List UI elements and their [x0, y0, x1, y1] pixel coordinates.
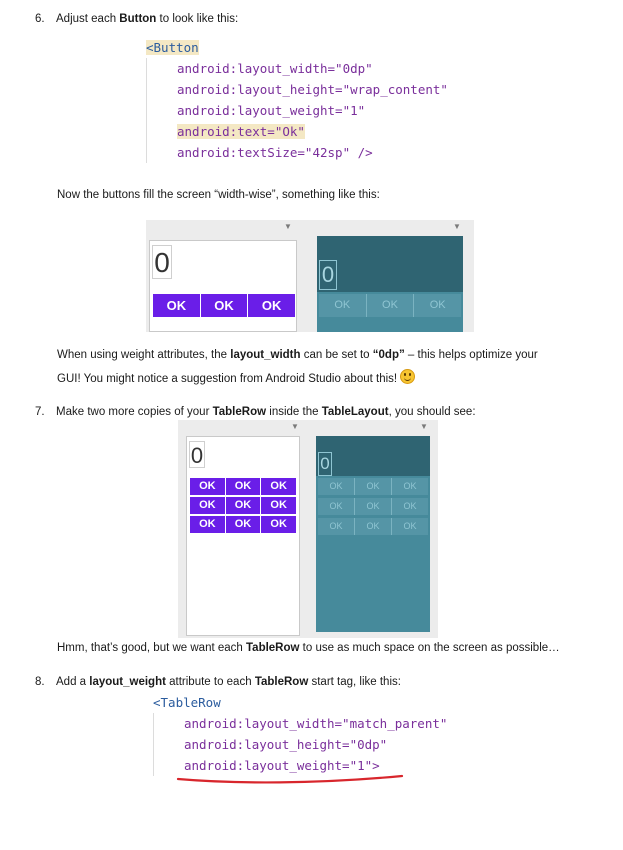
red-underline [176, 770, 406, 786]
weight-note: When using weight attributes, the layout_width can be set to “0dp” – this helps optimize your GUI! You might notice a suggestion from Android Studio about this! [57, 349, 538, 385]
ok-button[interactable]: OK [391, 498, 428, 515]
code-line: android:layout_weight="1" [177, 103, 366, 118]
code-block-tablerow [153, 692, 447, 776]
pin-icon: ▼ [284, 222, 292, 231]
bold-term: Button [119, 13, 157, 25]
code-line: android:layout_height="0dp" [184, 737, 388, 752]
phone-preview-light [149, 240, 297, 332]
code-line: android:layout_width="match_parent" [184, 716, 448, 731]
ok-button[interactable]: OK [318, 478, 354, 495]
table-row [318, 478, 428, 495]
table-layout [318, 478, 428, 535]
ok-button[interactable]: OK [225, 478, 261, 495]
table-row [318, 518, 428, 535]
ok-button[interactable]: OK [190, 516, 225, 533]
table-row [190, 478, 296, 495]
ok-button[interactable]: OK [190, 497, 225, 514]
pin-icon: ▼ [453, 222, 461, 231]
ok-button[interactable]: OK [247, 294, 295, 317]
code-line: android:layout_height="wrap_content" [177, 82, 448, 97]
step6-heading: 6. Adjust each Button to look like this: [35, 13, 239, 25]
ok-button[interactable]: OK [200, 294, 248, 317]
code-line: android:textSize="42sp" /> [177, 145, 373, 160]
ok-button[interactable]: OK [153, 294, 200, 317]
code-open-tag: <TableRow [153, 695, 221, 710]
ok-button[interactable]: OK [318, 498, 354, 515]
code-open-tag: <Button [146, 40, 199, 55]
button-row [319, 294, 461, 317]
pin-icon: ▼ [420, 422, 428, 431]
phone-preview-blueprint [316, 436, 430, 632]
ok-button[interactable]: OK [354, 478, 391, 495]
table-row [190, 516, 296, 533]
step-number: 8. [35, 676, 45, 688]
step-number: 7. [35, 406, 45, 418]
smiley-icon [400, 369, 415, 384]
screenshot-mockup-1 [146, 220, 474, 332]
code-line: android:layout_weight="1"> [184, 758, 380, 773]
ok-button[interactable]: OK [366, 294, 414, 317]
ok-button[interactable]: OK [413, 294, 461, 317]
zero-textview: 0 [318, 452, 332, 476]
table-row [190, 497, 296, 514]
zero-textview: 0 [190, 443, 204, 468]
ok-button[interactable]: OK [318, 518, 354, 535]
ok-button[interactable]: OK [319, 294, 366, 317]
para-hmm: Hmm, that’s good, but we want each TableRow to use as much space on the screen as possible… [57, 642, 560, 654]
ok-button[interactable]: OK [190, 478, 225, 495]
ok-button[interactable]: OK [354, 498, 391, 515]
screenshot-mockup-2 [178, 420, 438, 638]
code-line: android:text="Ok" [177, 124, 305, 139]
zero-textview: 0 [152, 245, 172, 279]
ok-button[interactable]: OK [260, 516, 296, 533]
button-row [153, 294, 295, 317]
table-layout [190, 478, 296, 533]
step7-heading: 7. Make two more copies of your TableRow inside the TableLayout, you should see: [35, 406, 476, 418]
code-line: android:layout_width="0dp" [177, 61, 373, 76]
ok-button[interactable]: OK [260, 497, 296, 514]
phone-preview-light [186, 436, 300, 636]
step8-heading: 8. Add a layout_weight attribute to each TableRow start tag, like this: [35, 676, 401, 688]
code-block-button [146, 37, 448, 163]
step-number: 6. [35, 13, 45, 25]
ok-button[interactable]: OK [260, 478, 296, 495]
ok-button[interactable]: OK [225, 497, 261, 514]
zero-textview: 0 [319, 260, 337, 290]
table-row [318, 498, 428, 515]
ok-button[interactable]: OK [391, 518, 428, 535]
ok-button[interactable]: OK [354, 518, 391, 535]
ok-button[interactable]: OK [225, 516, 261, 533]
para-fill: Now the buttons fill the screen “width-wise”, something like this: [57, 189, 380, 201]
phone-preview-blueprint [317, 236, 463, 332]
ok-button[interactable]: OK [391, 478, 428, 495]
pin-icon: ▼ [291, 422, 299, 431]
